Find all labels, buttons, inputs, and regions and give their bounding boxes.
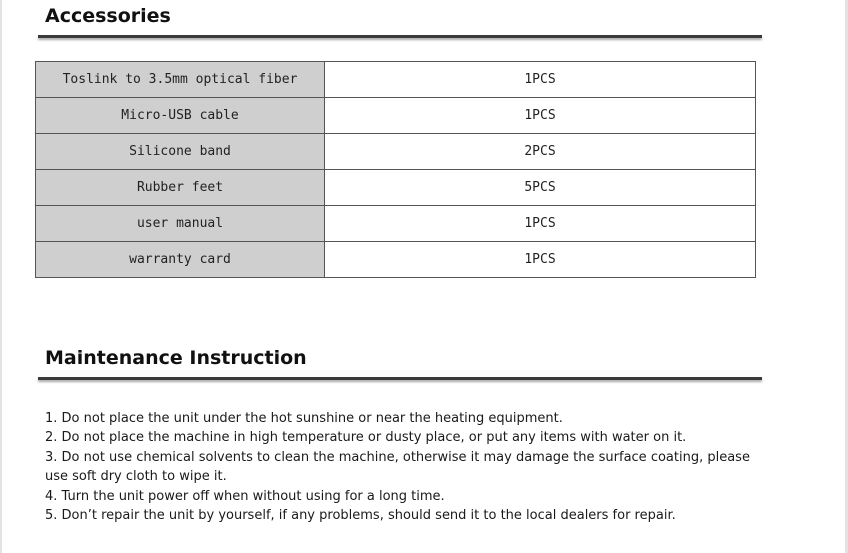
item-name-cell: warranty card: [36, 242, 325, 278]
accessories-table: [35, 61, 756, 278]
maintenance-instruction-list: [45, 409, 765, 525]
table-row: [36, 242, 756, 278]
item-name-cell: Toslink to 3.5mm optical fiber: [36, 62, 325, 98]
item-quantity-cell: 1PCS: [325, 98, 756, 134]
instruction-item: 1. Do not place the unit under the hot sunshine or near the heating equipment.: [45, 411, 563, 426]
table-row: [36, 98, 756, 134]
item-name-cell: Micro-USB cable: [36, 98, 325, 134]
item-quantity-cell: 1PCS: [325, 242, 756, 278]
item-name-cell: Rubber feet: [36, 170, 325, 206]
item-name-cell: user manual: [36, 206, 325, 242]
table-row: [36, 170, 756, 206]
item-quantity-cell: 2PCS: [325, 134, 756, 170]
item-quantity-cell: 1PCS: [325, 62, 756, 98]
maintenance-divider: [38, 377, 762, 380]
accessories-divider: [38, 35, 762, 38]
accessories-heading: Accessories: [45, 5, 171, 27]
page-border-left: [0, 0, 2, 553]
instruction-item: 4. Turn the unit power off when without using for a long time.: [45, 488, 445, 504]
table-row: [36, 206, 756, 242]
instruction-item: 5. Don’t repair the unit by yourself, if any problems, should send it to the local dealers for repair.: [45, 508, 676, 524]
item-quantity-cell: 1PCS: [325, 206, 756, 242]
maintenance-heading: Maintenance Instruction: [45, 347, 307, 369]
table-row: [36, 134, 756, 170]
table-row: [36, 62, 756, 98]
instruction-item: 3. Do not use chemical solvents to clean the machine, otherwise it may damage the surface coating, please use soft dry cloth to wipe it.: [45, 449, 750, 485]
item-name-cell: Silicone band: [36, 134, 325, 170]
item-quantity-cell: 5PCS: [325, 170, 756, 206]
instruction-item: 2. Do not place the machine in high temperature or dusty place, or put any items with water on it.: [45, 430, 687, 446]
